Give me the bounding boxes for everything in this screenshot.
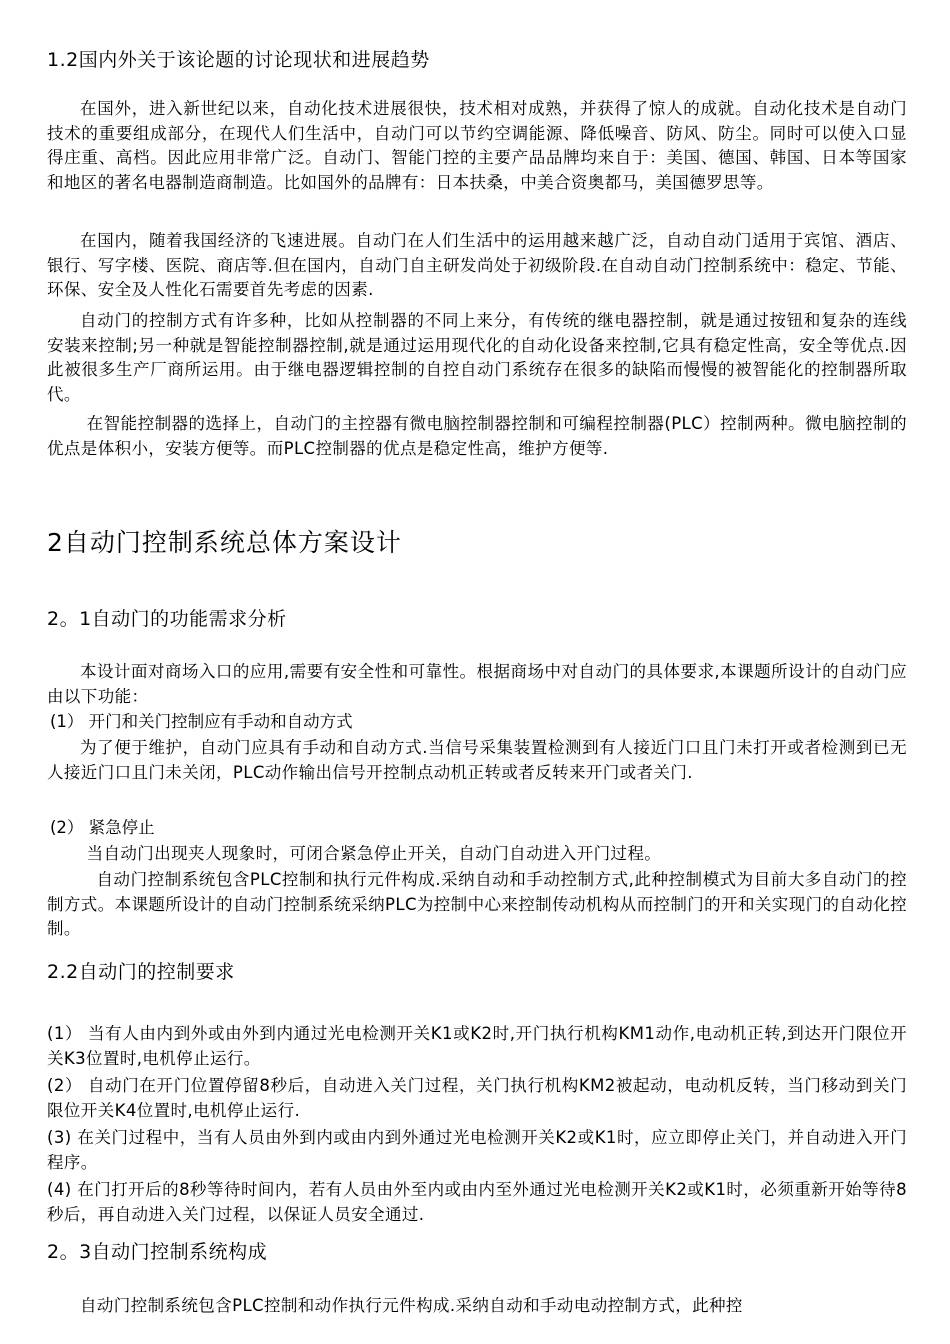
paragraph-foreign-status: 在国外，进入新世纪以来，自动化技术进展很快，技术相对成熟，并获得了惊人的成就。自动化技术是自动门技术的重要组成部分，在现代人们生活中，自动门可以节约空调能源、降低噪音、防风、防尘。同时可以使入口显得庄重、高档。因此应用非常广泛。自动门、智能门控的主要产品品牌均来自于：美国、德国、韩国、日本等国家和地区的著名电器制造商制造。比如国外的品牌有：日本扶桑，中美合资奥都马，美国德罗思等。 <box>47 99 907 192</box>
item-2-title: (2） 紧急停止 <box>50 818 155 837</box>
control-requirement-3: (3) 在关门过程中，当有人员由外到内或由内到外通过光电检测开关K2或K1时，应立即停止关门，并自动进入开门程序。 <box>47 1128 907 1172</box>
item-1-title: (1） 开门和关门控制应有手动和自动方式 <box>50 712 353 731</box>
paragraph-system-composition: 自动门控制系统包含PLC控制和动作执行元件构成.采纳自动和手动电动控制方式，此种控 <box>80 1296 743 1315</box>
section-2-1-heading: 2。1自动门的功能需求分析 <box>47 608 287 630</box>
section-2-3-heading: 2。3自动门控制系统构成 <box>47 1241 268 1263</box>
paragraph-requirements-intro: 本设计面对商场入口的应用,需要有安全性和可靠性。根据商场中对自动门的具体要求,本课题所设计的自动门应由以下功能： <box>47 662 907 706</box>
section-2-heading: 2自动门控制系统总体方案设计 <box>47 528 402 557</box>
control-requirement-4: (4) 在门打开后的8秒等待时间内，若有人员由外至内或由内至外通过光电检测开关K2或K1时，必须重新开始等待8秒后，再自动进入关门过程，以保证人员安全通过. <box>47 1180 907 1224</box>
control-requirement-1: (1） 当有人由内到外或由外到内通过光电检测开关K1或K2时,开门执行机构KM1动作,电动机正转,到达开门限位开关K3位置时,电机停止运行。 <box>47 1024 907 1068</box>
item-1-body: 为了便于维护，自动门应具有手动和自动方式.当信号采集装置检测到有人接近门口且门未打开或者检测到已无人接近门口且门未关闭，PLC动作输出信号开控制点动机正转或者反转来开门或者关门. <box>47 738 907 782</box>
item-2-body: 当自动门出现夹人现象时，可闭合紧急停止开关，自动门自动进入开门过程。 <box>86 844 662 863</box>
paragraph-control-methods: 自动门的控制方式有许多种，比如从控制器的不同上来分，有传统的继电器控制，就是通过按钮和复杂的连线安装来控制;另一种就是智能控制器控制,就是通过运用现代化的自动化设备来控制,它具有稳定性高，安全等优点.因此被很多生产厂商所运用。由于继电器逻辑控制的自控自动门系统存在很多的缺陷而慢慢的被智能化的控制器所取代。 <box>47 311 907 404</box>
control-requirement-2: (2） 自动门在开门位置停留8秒后，自动进入关门过程，关门执行机构KM2被起动，电动机反转，当门移动到关门限位开关K4位置时,电机停止运行. <box>47 1076 907 1120</box>
paragraph-domestic-status: 在国内，随着我国经济的飞速进展。自动门在人们生活中的运用越来越广泛，自动自动门适用于宾馆、酒店、银行、写字楼、医院、商店等.但在国内，自动门自主研发尚处于初级阶段.在自动自动门控制系统中：稳定、节能、环保、安全及人性化石需要首先考虑的因素. <box>47 231 907 300</box>
paragraph-system-summary: 自动门控制系统包含PLC控制和执行元件构成.采纳自动和手动控制方式,此种控制模式为目前大多自动门的控制方式。本课题所设计的自动门控制系统采纳PLC为控制中心来控制传动机构从而控制门的开和关实现门的自动化控制。 <box>47 870 907 939</box>
section-2-2-heading: 2.2自动门的控制要求 <box>47 961 235 983</box>
section-1-2-heading: 1.2国内外关于该论题的讨论现状和进展趋势 <box>47 49 430 71</box>
paragraph-controller-choice: 在智能控制器的选择上，自动门的主控器有微电脑控制器控制和可编程控制器(PLC）控制两种。微电脑控制的优点是体积小，安装方便等。而PLC控制器的优点是稳定性高，维护方便等. <box>47 414 907 458</box>
